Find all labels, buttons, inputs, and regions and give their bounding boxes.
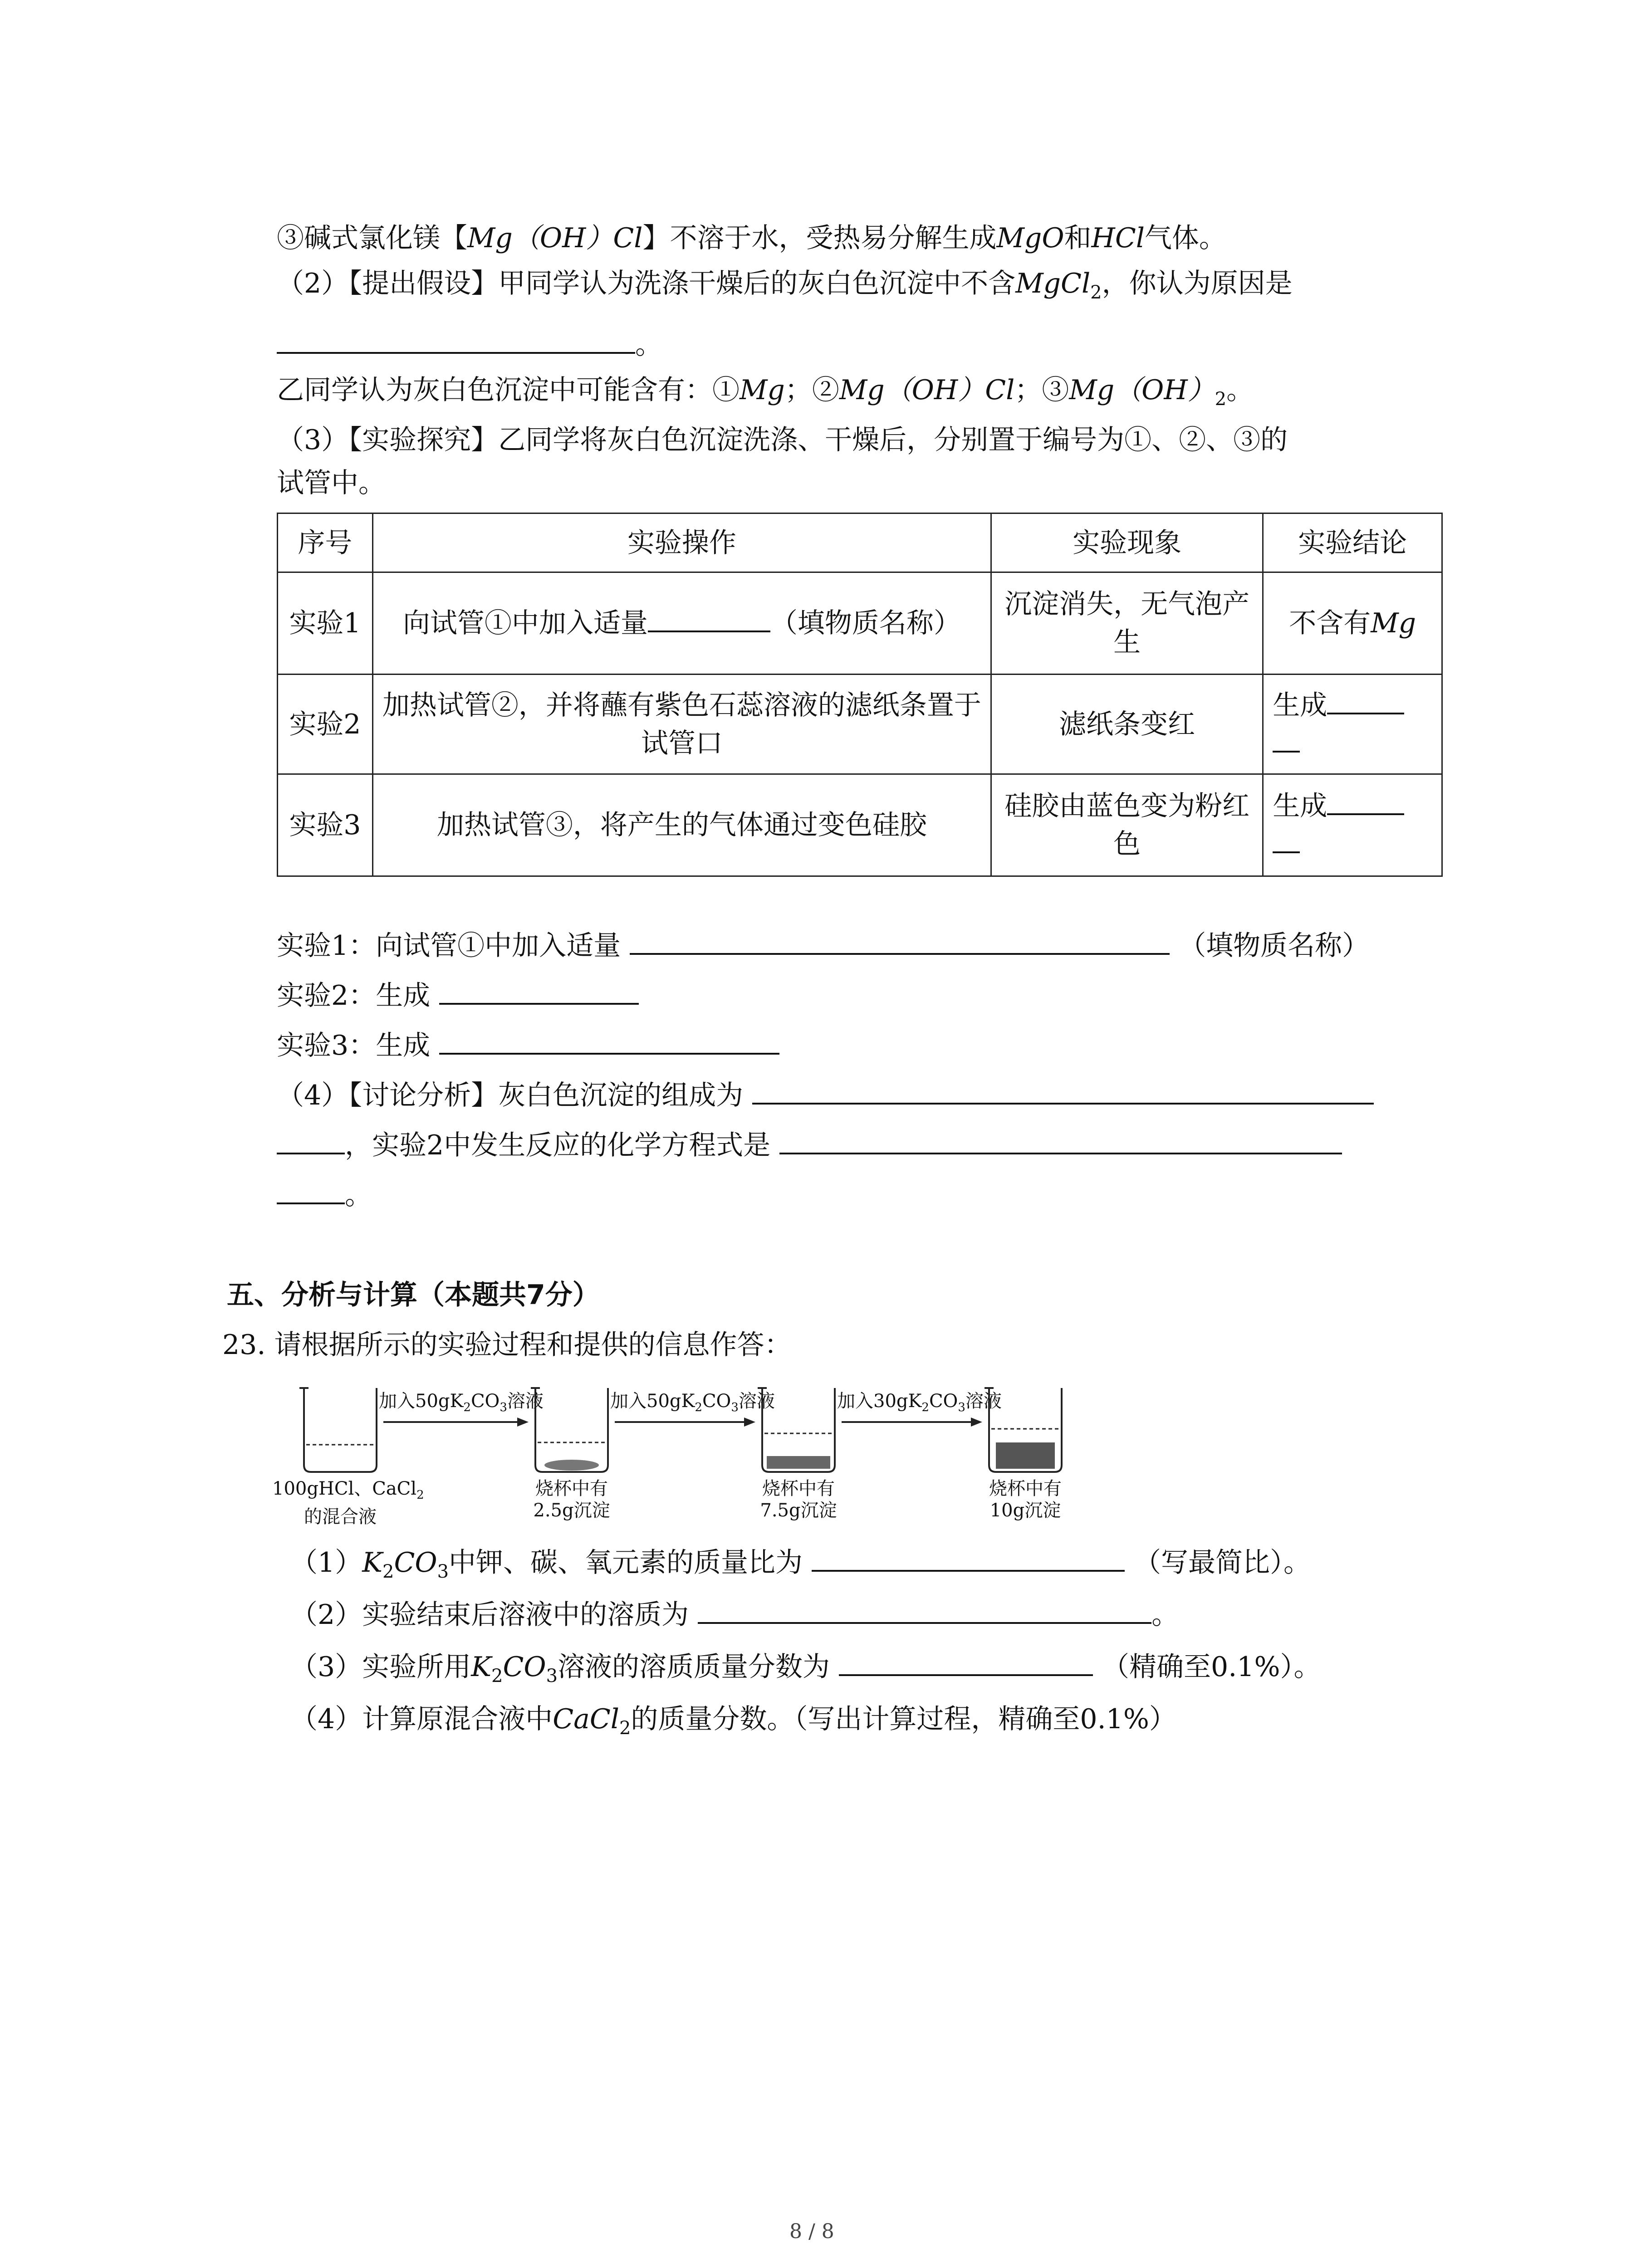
beaker-1-label: 100gHCl、CaCl$_2$ 的混合液 [272, 1478, 424, 1527]
s4-line: （4）计算原混合液中CaCl$_2$的质量分数。（写出计算过程，精确至0.1%） [290, 1703, 1176, 1739]
arrow-1-label: 加入$50gK_2CO_3$溶液 [379, 1391, 544, 1414]
q3-line2: 试管中。 [277, 467, 386, 499]
row3-phen: 硅胶由蓝色变为粉红色 [991, 774, 1263, 876]
row2-op: 加热试管②，并将蘸有紫色石蕊溶液的滤纸条置于试管口 [372, 675, 991, 774]
q3-line1: （3）【实验探究】乙同学将灰白色沉淀洗涤、干燥后，分别置于编号为①、②、③的 [277, 424, 1288, 456]
table-row [278, 572, 1442, 675]
s3-blank[interactable] [839, 1649, 1093, 1676]
header-op: 实验操作 [372, 513, 991, 572]
q2-line: （2）【提出假设】甲同学认为洗涤干燥后的灰白色沉淀中不含MgCl$_2$，你认为原因是 [277, 268, 1293, 303]
row1-concl: 不含有Mg [1263, 572, 1442, 675]
q4-equation-blank[interactable] [779, 1127, 1342, 1154]
row1-no: 实验1 [278, 572, 373, 675]
answer-3: 实验3：生成 [277, 1027, 779, 1064]
q4-line3: 。 [277, 1177, 372, 1213]
arrow-3-label: 加入$30gK_2CO_3$溶液 [837, 1391, 1002, 1414]
row2-phen: 滤纸条变红 [991, 675, 1263, 774]
answer-3-blank[interactable] [439, 1027, 779, 1055]
experiment-table [277, 513, 1443, 877]
q4-line2: ，实验2中发生反应的化学方程式是 [277, 1127, 1342, 1163]
row3-concl-blank[interactable] [1327, 788, 1404, 815]
q4-composition-blank-cont[interactable] [277, 1127, 345, 1154]
yi-line: 乙同学认为灰白色沉淀中可能含有：①Mg；②Mg（OH）Cl；$③Mg(OH)_2$。 [277, 374, 1254, 410]
answer-2: 实验2：生成 [277, 978, 639, 1014]
item3-line: ③碱式氯化镁【Mg（OH）Cl】不溶于水，受热易分解生成MgO和HCl气体。 [277, 222, 1226, 254]
row2-concl: 生成 [1263, 675, 1442, 774]
s3-line: （3）实验所用$K_2CO_3$溶液的溶质质量分数为 （精确至0.1%）。 [290, 1649, 1321, 1694]
header-no: 序号 [278, 513, 373, 572]
header-concl: 实验结论 [1263, 513, 1442, 572]
arrow-2-label: 加入$50gK_2CO_3$溶液 [610, 1391, 775, 1414]
s2-line: （2）实验结束后溶液中的溶质为 。 [290, 1597, 1179, 1633]
beaker-3-label: 烧杯中有 7.5g沉淀 [760, 1478, 837, 1521]
page-number: 8 / 8 [789, 2220, 834, 2243]
s1-blank[interactable] [812, 1545, 1125, 1572]
answer-1: 实验1：向试管①中加入适量 （填物质名称） [277, 928, 1369, 964]
row2-concl-blank[interactable] [1327, 687, 1404, 714]
q4-line: （4）【讨论分析】灰白色沉淀的组成为 [277, 1077, 1374, 1114]
table-row [278, 774, 1442, 876]
q4-composition-blank[interactable] [752, 1077, 1374, 1105]
section5-title: 五、分析与计算（本题共7分） [227, 1279, 600, 1311]
beaker-1 [299, 1388, 377, 1472]
row3-no: 实验3 [278, 774, 373, 876]
table-row [278, 675, 1442, 774]
q4-equation-blank-cont[interactable] [277, 1177, 345, 1204]
row1-op: 向试管①中加入适量 （填物质名称） [372, 572, 991, 675]
row3-op: 加热试管③，将产生的气体通过变色硅胶 [372, 774, 991, 876]
row2-no: 实验2 [278, 675, 373, 774]
q2-answer-blank[interactable] [277, 327, 635, 354]
s1-line: $(1)K_2CO_3$中钾、碳、氧元素的质量比为 （写最简比）。 [290, 1545, 1311, 1590]
q23-text: 23. 请根据所示的实验过程和提供的信息作答： [222, 1329, 792, 1361]
row1-op-blank[interactable] [648, 605, 770, 632]
experiment-diagram [272, 1374, 1089, 1538]
s2-blank[interactable] [698, 1597, 1151, 1624]
row3-concl: 生成 [1263, 774, 1442, 876]
answer-2-blank[interactable] [439, 978, 639, 1005]
row1-phen: 沉淀消失，无气泡产生 [991, 572, 1263, 675]
answer-1-blank[interactable] [630, 928, 1170, 955]
q2-answer-line: 。 [277, 327, 662, 363]
beaker-2-label: 烧杯中有 2.5g沉淀 [533, 1478, 610, 1521]
header-phen: 实验现象 [991, 513, 1263, 572]
beaker-4-label: 烧杯中有 10g沉淀 [989, 1478, 1062, 1521]
